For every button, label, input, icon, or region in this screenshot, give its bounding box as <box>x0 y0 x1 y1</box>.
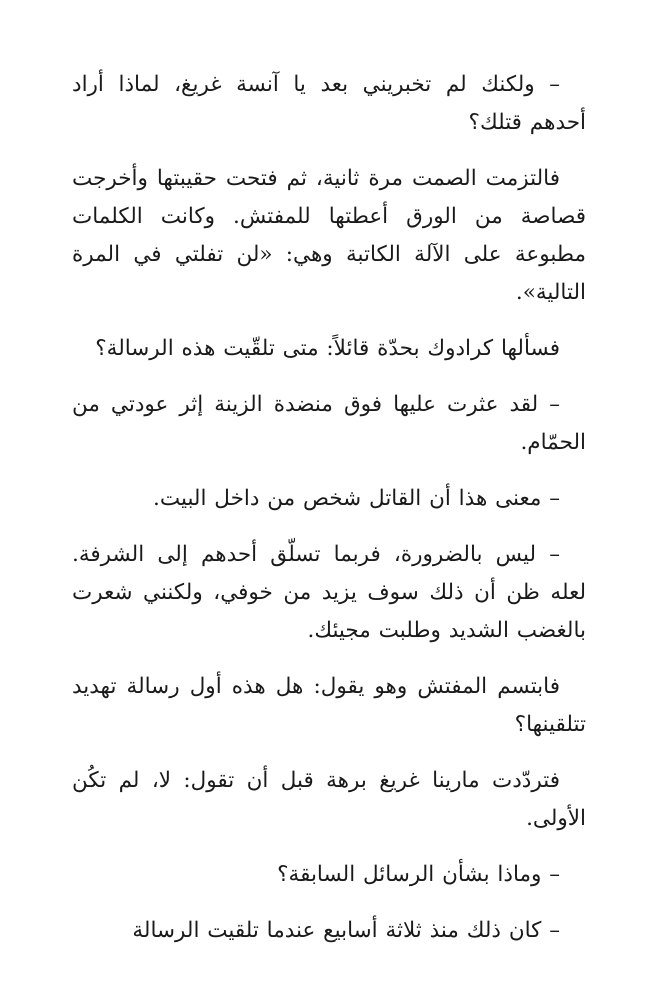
paragraph: فابتسم المفتش وهو يقول: هل هذه أول رسالة تهديد تتلقينها؟ <box>72 674 586 737</box>
paragraph: – ولكنك لم تخبريني بعد يا آنسة غريغ، لماذا أراد أحدهم قتلك؟ <box>72 72 586 135</box>
paragraph: فسألها كرادوك بحدّة قائلاً: متى تلقّيت هذه الرسالة؟ <box>95 336 560 361</box>
paragraph: – وماذا بشأن الرسائل السابقة؟ <box>277 862 560 887</box>
paragraph: فالتزمت الصمت مرة ثانية، ثم فتحت حقيبتها وأخرجت قصاصة من الورق أعطتها للمفتش. وكانت الكلمات مطبوعة على الآلة الكاتبة وهي: «لن تفلتي في المرة التالية». <box>72 166 586 305</box>
paragraph: – ليس بالضرورة، فربما تسلّق أحدهم إلى الشرفة. لعله ظن أن ذلك سوف يزيد من خوفي، ولكنني شعرت بالغضب الشديد وطلبت مجيئك. <box>72 542 586 643</box>
paragraph: – معنى هذا أن القاتل شخص من داخل البيت. <box>153 486 560 511</box>
paragraph: فتردّدت مارينا غريغ برهة قبل أن تقول: لا، لم تكُن الأولى. <box>72 768 586 831</box>
paragraph: – كان ذلك منذ ثلاثة أسابيع عندما تلقيت الرسالة <box>132 918 560 943</box>
book-page <box>0 66 651 1000</box>
paragraph: – لقد عثرت عليها فوق منضدة الزينة إثر عودتي من الحمّام. <box>72 392 586 455</box>
